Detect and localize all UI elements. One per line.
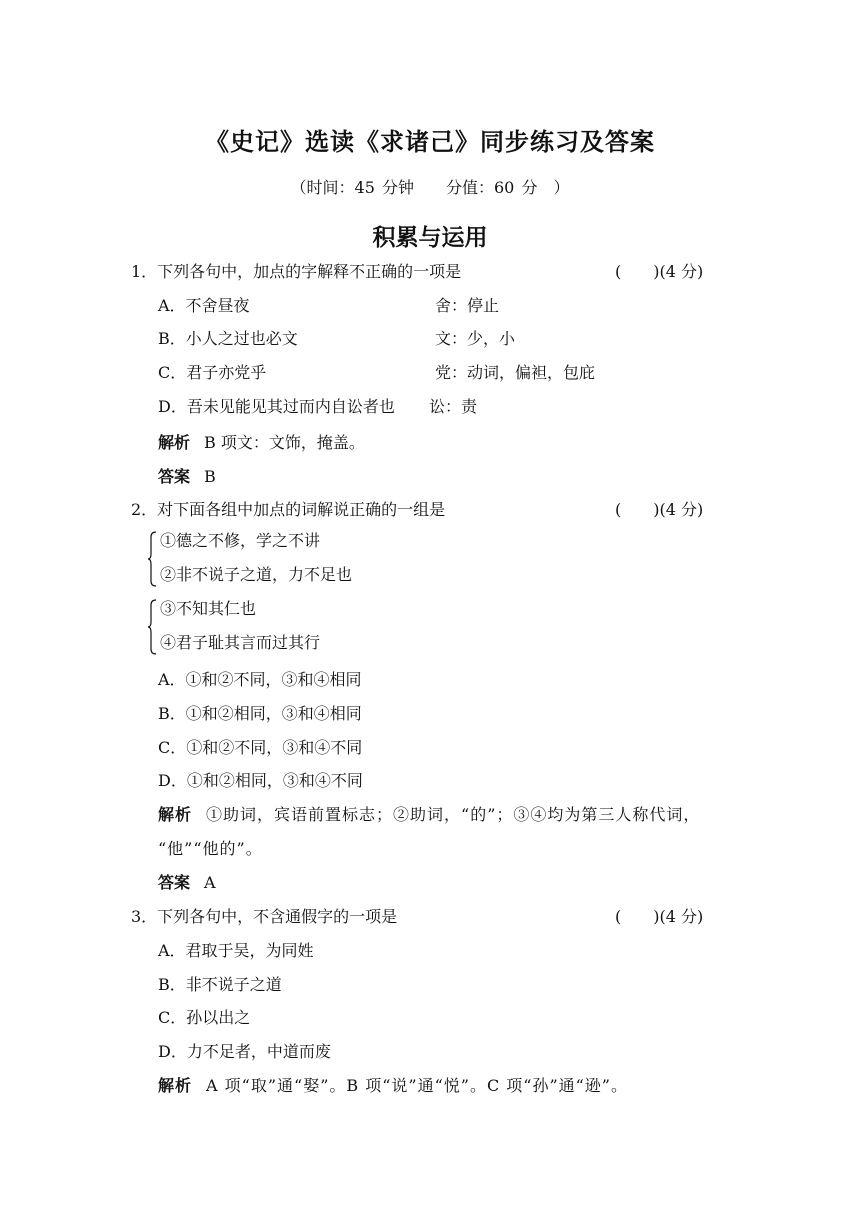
analysis-label: 解析 xyxy=(158,433,191,452)
group-1-sentence-2: ②非不说子之道，力不足也 xyxy=(160,565,353,584)
question-3-option-d: D．力不足者，中道而废 xyxy=(158,1042,331,1061)
question-2-analysis-continued: “他”“他的”。 xyxy=(158,839,263,858)
section-heading: 积累与运用 xyxy=(372,225,488,251)
group-2-sentence-3: ③不知其仁也 xyxy=(160,599,257,618)
question-2-option-b: B．①和②相同，③和④相同 xyxy=(158,704,362,723)
analysis-text: A 项“取”通“娶”。B 项“说”通“悦”。C 项“孙”通“逊”。 xyxy=(206,1076,628,1095)
question-2-answer xyxy=(158,873,216,893)
answer-text: B xyxy=(204,467,216,486)
answer-label: 答案 xyxy=(158,873,191,892)
question-1-option-a: A．不舍昼夜 xyxy=(158,296,250,315)
question-2-score: ( )(4 分) xyxy=(615,500,704,519)
group-1-brace xyxy=(148,531,157,587)
analysis-text-line-1: ①助词，宾语前置标志；②助词，“的”；③④均为第三人称代词， xyxy=(206,805,701,824)
question-2-analysis xyxy=(158,805,700,825)
question-3-option-b: B．非不说子之道 xyxy=(158,975,282,994)
group-2-brace xyxy=(148,599,157,655)
question-1-option-d-definition: 讼：责 xyxy=(429,397,478,416)
answer-label: 答案 xyxy=(158,467,191,486)
group-1-sentence-1: ①德之不修，学之不讲 xyxy=(160,531,321,550)
question-2-stem: 2．对下面各组中加点的词解说正确的一组是 xyxy=(131,500,446,519)
question-1-option-b: B．小人之过也必文 xyxy=(158,329,298,348)
analysis-label: 解析 xyxy=(158,1076,193,1095)
question-3-score: ( )(4 分) xyxy=(615,907,704,926)
question-2-option-d: D．①和②相同，③和④不同 xyxy=(158,771,363,790)
question-1-score: ( )(4 分) xyxy=(615,262,704,281)
question-1-stem: 1．下列各句中，加点的字解释不正确的一项是 xyxy=(131,262,462,281)
question-1-option-b-definition: 文：少，小 xyxy=(435,329,516,348)
question-1-option-c-definition: 党：动词，偏袒，包庇 xyxy=(435,363,596,382)
question-2-option-c: C．①和②不同，③和④不同 xyxy=(158,738,363,757)
document-title: 《史记》选读《求诸己》同步练习及答案 xyxy=(205,128,655,156)
document-subtitle: （时间：45 分钟 分值：60 分 ） xyxy=(290,178,570,197)
group-2-sentence-4: ④君子耻其言而过其行 xyxy=(160,633,321,652)
question-3-option-c: C．孙以出之 xyxy=(158,1008,251,1027)
analysis-text: B 项文：文饰，掩盖。 xyxy=(204,433,365,452)
question-1-analysis xyxy=(158,433,365,453)
question-3-stem: 3．下列各句中，不含通假字的一项是 xyxy=(131,907,398,926)
question-3-option-a: A．君取于吴，为同姓 xyxy=(158,941,314,960)
question-1-option-d: D．吾未见能见其过而内自讼者也 xyxy=(158,397,395,416)
question-3-analysis xyxy=(158,1076,628,1096)
analysis-label: 解析 xyxy=(158,805,193,824)
question-1-answer xyxy=(158,467,216,487)
answer-text: A xyxy=(204,873,216,892)
question-1-option-a-definition: 舍：停止 xyxy=(435,296,500,315)
question-2-option-a: A．①和②不同，③和④相同 xyxy=(158,670,362,689)
question-1-option-c: C．君子亦党乎 xyxy=(158,363,267,382)
